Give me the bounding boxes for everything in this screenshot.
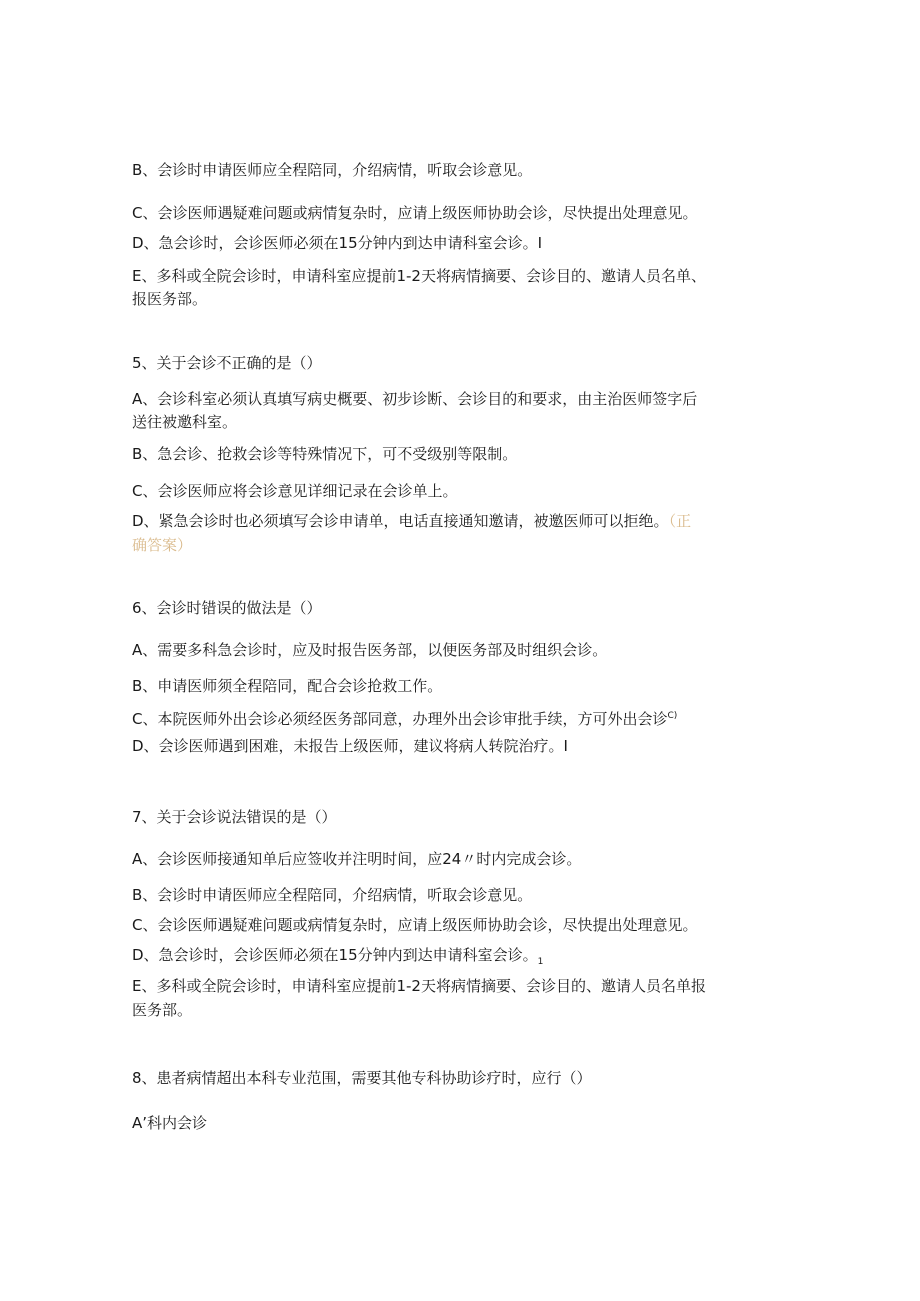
q5-option-a-line2: 送往被邀科室。 [132,413,238,431]
q5-option-b: B、急会诊、抢救会诊等特殊情况下，可不受级别等限制。 [132,445,518,463]
q6-option-b: B、申请医师须全程陪同，配合会诊抢救工作。 [132,677,443,695]
q8-option-a: A’科内会诊 [132,1114,208,1132]
q6-option-c [132,706,677,729]
q8-title: 8、患者病情超出本科专业范围，需要其他专科协助诊疗时，应行（） [132,1069,592,1087]
q7-option-c: C、会诊医师遇疑难问题或病情复杂时，应请上级医师协助会诊，尽快提出处理意见。 [132,916,698,934]
q6-option-c-mark: C) [667,711,678,721]
q7-option-e-line2: 医务部。 [132,1001,193,1019]
q4-option-b: B、会诊时申请医师应全程陪同，介绍病情，听取会诊意见。 [132,161,533,179]
q5-option-d-text: D、紧急会诊时也必须填写会诊申请单，电话直接通知邀请，被邀医师可以拒绝。 [132,512,669,530]
q7-title: 7、关于会诊说法错误的是（） [132,808,337,826]
q4-option-c: C、会诊医师遇疑难问题或病情复杂时，应请上级医师协助会诊，尽快提出处理意见。 [132,204,698,222]
q5-answer-mark-end: 确答案） [132,536,193,554]
q5-option-d-line1 [132,511,691,531]
q5-option-a-line1: A、会诊科室必须认真填写病史概要、初步诊断、会诊目的和要求，由主治医师签字后 [132,390,698,408]
q4-option-e-line1: E、多科或全院会诊时，申请科室应提前1-2天将病情摘要、会诊目的、邀请人员名单、 [132,267,706,285]
q7-option-d [132,945,543,972]
q7-option-a: A、会诊医师接通知单后应签收并注明时间，应24〃时内完成会诊。 [132,850,582,868]
q5-title: 5、关于会诊不正确的是（） [132,354,322,372]
q6-option-c-text: C、本院医师外出会诊必须经医务部同意，办理外出会诊审批手续，方可外出会诊 [132,710,668,728]
q7-option-d-mark: 1 [537,957,544,967]
q5-answer-mark-start: （正 [668,512,692,530]
q7-option-b: B、会诊时申请医师应全程陪同，介绍病情，听取会诊意见。 [132,886,533,904]
q6-title: 6、会诊时错误的做法是（） [132,599,322,617]
q5-option-c: C、会诊医师应将会诊意见详细记录在会诊单上。 [132,482,458,500]
q7-option-d-text: D、急会诊时，会诊医师必须在15分钟内到达申请科室会诊。 [132,946,538,964]
q6-option-d: D、会诊医师遇到困难，未报告上级医师，建议将病人转院治疗。I [132,737,568,755]
q6-option-a: A、需要多科急会诊时，应及时报告医务部，以便医务部及时组织会诊。 [132,641,608,659]
q7-option-e-line1: E、多科或全院会诊时，申请科室应提前1-2天将病情摘要、会诊目的、邀请人员名单报 [132,977,706,995]
q4-option-d: D、急会诊时，会诊医师必须在15分钟内到达申请科室会诊。I [132,234,543,252]
q4-option-e-line2: 报医务部。 [132,290,208,308]
